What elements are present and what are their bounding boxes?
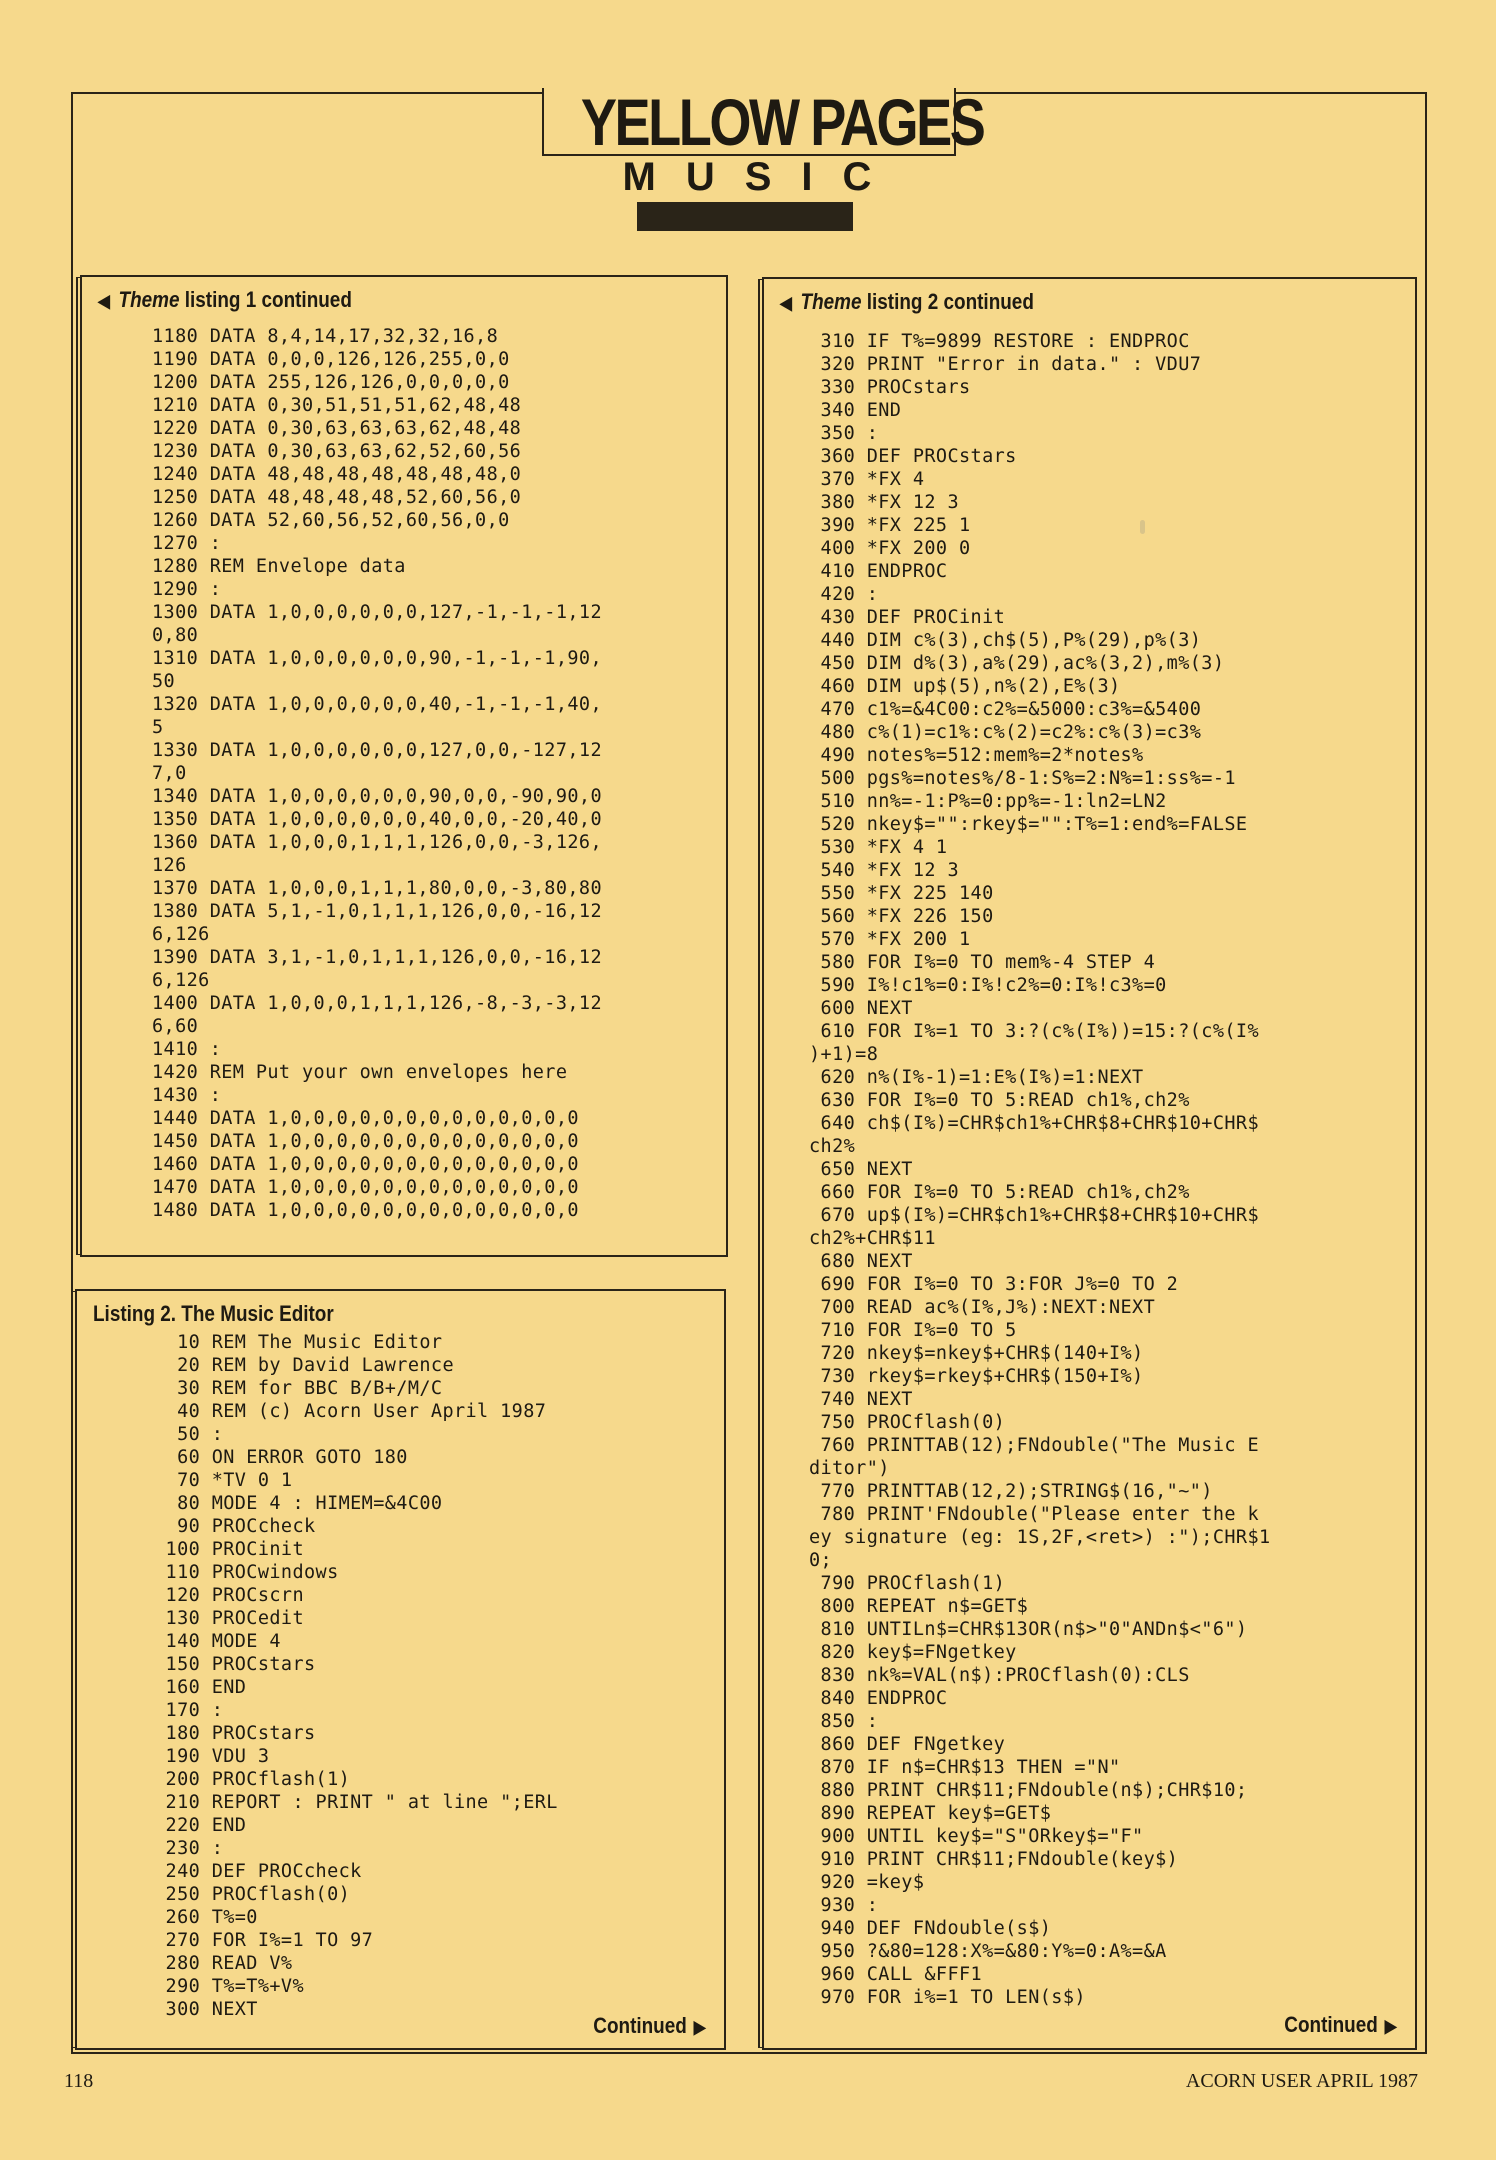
- code-line: 40 REM (c) Acorn User April 1987: [154, 1401, 547, 1422]
- code-line: 940 DEF FNdouble(s$): [809, 1918, 1052, 1939]
- continued-label: [594, 2013, 706, 2039]
- code-line: 340 END: [809, 400, 902, 421]
- code-line: 430 DEF PROCinit: [809, 607, 1006, 628]
- code-line: 1300 DATA 1,0,0,0,0,0,0,127,-1,-1,-1,12: [152, 602, 602, 623]
- code-line: 1210 DATA 0,30,51,51,51,62,48,48: [152, 395, 522, 416]
- code-line: 10 REM The Music Editor: [154, 1332, 443, 1353]
- code-line: 70 *TV 0 1: [154, 1470, 293, 1491]
- theme-listing-2-heading: [780, 289, 1034, 315]
- code-line: 570 *FX 200 1: [809, 929, 971, 950]
- code-line: 820 key$=FNgetkey: [809, 1642, 1017, 1663]
- code-line: ch2%: [809, 1136, 856, 1157]
- code-line: 460 DIM up$(5),n%(2),E%(3): [809, 676, 1121, 697]
- code-line: 230 :: [154, 1838, 224, 1859]
- code-line: 440 DIM c%(3),ch$(5),P%(29),p%(3): [809, 630, 1202, 651]
- code-line: 260 T%=0: [154, 1907, 258, 1928]
- code-line: 30 REM for BBC B/B+/M/C: [154, 1378, 443, 1399]
- code-line: 420 :: [809, 584, 879, 605]
- code-line: 110 PROCwindows: [154, 1562, 339, 1583]
- code-line: 210 REPORT : PRINT " at line ";ERL: [154, 1792, 558, 1813]
- issue-footer: ACORN USER APRIL 1987: [1185, 2070, 1418, 2092]
- code-line: 970 FOR i%=1 TO LEN(s$): [809, 1987, 1086, 2008]
- code-line: 50 :: [154, 1424, 224, 1445]
- code-line: 770 PRINTTAB(12,2);STRING$(16,"~"): [809, 1481, 1213, 1502]
- code-line: 6,126: [152, 970, 210, 991]
- code-line: 240 DEF PROCcheck: [154, 1861, 362, 1882]
- code-line: 1270 :: [152, 533, 222, 554]
- code-line: 0,80: [152, 625, 199, 646]
- code-line: 120 PROCscrn: [154, 1585, 304, 1606]
- code-line: 270 FOR I%=1 TO 97: [154, 1930, 374, 1951]
- masthead-title: YELLOW PAGES: [580, 85, 984, 159]
- theme-listing-1-box: [80, 275, 728, 1257]
- code-line: 1480 DATA 1,0,0,0,0,0,0,0,0,0,0,0,0,0: [152, 1200, 579, 1221]
- code-line: 490 notes%=512:mem%=2*notes%: [809, 745, 1144, 766]
- code-line: 900 UNTIL key$="S"ORkey$="F": [809, 1826, 1144, 1847]
- heading-italic: Theme: [118, 287, 180, 312]
- code-line: 680 NEXT: [809, 1251, 913, 1272]
- code-line: 840 ENDPROC: [809, 1688, 948, 1709]
- code-line: 710 FOR I%=0 TO 5: [809, 1320, 1017, 1341]
- left-triangle-icon: ◀: [98, 291, 110, 311]
- code-line: 20 REM by David Lawrence: [154, 1355, 454, 1376]
- code-line: 700 READ ac%(I%,J%):NEXT:NEXT: [809, 1297, 1156, 1318]
- code-line: 350 :: [809, 423, 879, 444]
- code-line: 190 VDU 3: [154, 1746, 270, 1767]
- code-line: 730 rkey$=rkey$+CHR$(150+I%): [809, 1366, 1144, 1387]
- code-line: 80 MODE 4 : HIMEM=&4C00: [154, 1493, 443, 1514]
- code-line: 1280 REM Envelope data: [152, 556, 406, 577]
- right-triangle-icon: ▶: [694, 2017, 706, 2037]
- code-line: 590 I%!c1%=0:I%!c2%=0:I%!c3%=0: [809, 975, 1167, 996]
- section-title: MUSIC: [622, 155, 902, 199]
- code-line: 180 PROCstars: [154, 1723, 316, 1744]
- code-line: 100 PROCinit: [154, 1539, 304, 1560]
- code-line: 1330 DATA 1,0,0,0,0,0,0,127,0,0,-127,12: [152, 740, 602, 761]
- code-line: 930 :: [809, 1895, 879, 1916]
- code-line: 170 :: [154, 1700, 224, 1721]
- code-line: ditor"): [809, 1458, 890, 1479]
- code-line: 6,126: [152, 924, 210, 945]
- code-line: 510 nn%=-1:P%=0:pp%=-1:ln2=LN2: [809, 791, 1167, 812]
- continued-label: [1285, 2012, 1397, 2038]
- code-line: 870 IF n$=CHR$13 THEN ="N": [809, 1757, 1121, 1778]
- code-line: 300 NEXT: [154, 1999, 258, 2020]
- listing-2-code: [154, 1331, 558, 2021]
- code-line: 390 *FX 225 1: [809, 515, 971, 536]
- listing-2-box: [75, 1289, 726, 2050]
- code-line: 810 UNTILn$=CHR$13OR(n$>"0"ANDn$<"6"): [809, 1619, 1248, 1640]
- code-line: 1450 DATA 1,0,0,0,0,0,0,0,0,0,0,0,0,0: [152, 1131, 579, 1152]
- code-line: 540 *FX 12 3: [809, 860, 959, 881]
- code-line: 1190 DATA 0,0,0,126,126,255,0,0: [152, 349, 510, 370]
- code-line: 1420 REM Put your own envelopes here: [152, 1062, 568, 1083]
- code-line: 280 READ V%: [154, 1953, 293, 1974]
- code-line: 690 FOR I%=0 TO 3:FOR J%=0 TO 2: [809, 1274, 1179, 1295]
- code-line: 400 *FX 200 0: [809, 538, 971, 559]
- code-line: 6,60: [152, 1016, 199, 1037]
- code-line: 220 END: [154, 1815, 247, 1836]
- code-line: 1430 :: [152, 1085, 222, 1106]
- code-line: 450 DIM d%(3),a%(29),ac%(3,2),m%(3): [809, 653, 1225, 674]
- code-line: 630 FOR I%=0 TO 5:READ ch1%,ch2%: [809, 1090, 1190, 1111]
- code-line: 1230 DATA 0,30,63,63,62,52,60,56: [152, 441, 522, 462]
- code-line: 470 c1%=&4C00:c2%=&5000:c3%=&5400: [809, 699, 1202, 720]
- code-line: 410 ENDPROC: [809, 561, 948, 582]
- theme-listing-2-code: [809, 330, 1271, 2009]
- right-triangle-icon: ▶: [1385, 2016, 1397, 2036]
- code-line: 550 *FX 225 140: [809, 883, 994, 904]
- code-line: 140 MODE 4: [154, 1631, 281, 1652]
- code-line: 370 *FX 4: [809, 469, 925, 490]
- code-line: 1260 DATA 52,60,56,52,60,56,0,0: [152, 510, 510, 531]
- page-number: 118: [64, 2070, 94, 2092]
- left-triangle-icon: ◀: [780, 293, 792, 313]
- code-line: 290 T%=T%+V%: [154, 1976, 304, 1997]
- theme-listing-2-box: [762, 277, 1417, 2050]
- code-line: 1240 DATA 48,48,48,48,48,48,48,0: [152, 464, 522, 485]
- code-line: 130 PROCedit: [154, 1608, 304, 1629]
- code-line: 1380 DATA 5,1,-1,0,1,1,1,126,0,0,-16,12: [152, 901, 602, 922]
- code-line: 7,0: [152, 763, 187, 784]
- code-line: 520 nkey$="":rkey$="":T%=1:end%=FALSE: [809, 814, 1248, 835]
- code-line: 1470 DATA 1,0,0,0,0,0,0,0,0,0,0,0,0,0: [152, 1177, 579, 1198]
- code-line: 910 PRINT CHR$11;FNdouble(key$): [809, 1849, 1179, 1870]
- code-line: 320 PRINT "Error in data." : VDU7: [809, 354, 1202, 375]
- code-line: 580 FOR I%=0 TO mem%-4 STEP 4: [809, 952, 1156, 973]
- code-line: 1350 DATA 1,0,0,0,0,0,0,40,0,0,-20,40,0: [152, 809, 602, 830]
- code-line: 1320 DATA 1,0,0,0,0,0,0,40,-1,-1,-1,40,: [152, 694, 602, 715]
- heading-rest: listing 1 continued: [179, 287, 352, 312]
- code-line: 1180 DATA 8,4,14,17,32,32,16,8: [152, 326, 499, 347]
- theme-listing-1-heading: [98, 287, 352, 313]
- code-line: 850 :: [809, 1711, 879, 1732]
- code-line: 1390 DATA 3,1,-1,0,1,1,1,126,0,0,-16,12: [152, 947, 602, 968]
- code-line: 330 PROCstars: [809, 377, 971, 398]
- code-line: ey signature (eg: 1S,2F,<ret>) :");CHR$1: [809, 1527, 1271, 1548]
- paper-mark: [1140, 520, 1145, 534]
- code-line: 60 ON ERROR GOTO 180: [154, 1447, 408, 1468]
- code-line: 610 FOR I%=1 TO 3:?(c%(I%))=15:?(c%(I%: [809, 1021, 1259, 1042]
- code-line: 890 REPEAT key$=GET$: [809, 1803, 1052, 1824]
- code-line: )+1)=8: [809, 1044, 879, 1065]
- theme-listing-1-code: [152, 325, 602, 1222]
- code-line: 750 PROCflash(0): [809, 1412, 1006, 1433]
- code-line: 1440 DATA 1,0,0,0,0,0,0,0,0,0,0,0,0,0: [152, 1108, 579, 1129]
- code-line: 0;: [809, 1550, 833, 1571]
- listing-2-heading: Listing 2. The Music Editor: [93, 1301, 334, 1326]
- code-line: 920 =key$: [809, 1872, 925, 1893]
- continued-text: Continued: [1284, 2012, 1379, 2037]
- code-line: 50: [152, 671, 176, 692]
- code-line: 530 *FX 4 1: [809, 837, 948, 858]
- code-line: 1460 DATA 1,0,0,0,0,0,0,0,0,0,0,0,0,0: [152, 1154, 579, 1175]
- masthead: [542, 85, 984, 159]
- code-line: 660 FOR I%=0 TO 5:READ ch1%,ch2%: [809, 1182, 1190, 1203]
- code-line: ch2%+CHR$11: [809, 1228, 936, 1249]
- code-line: 310 IF T%=9899 RESTORE : ENDPROC: [809, 331, 1190, 352]
- heading-italic: Theme: [800, 289, 862, 314]
- code-line: 640 ch$(I%)=CHR$ch1%+CHR$8+CHR$10+CHR$: [809, 1113, 1259, 1134]
- code-line: 800 REPEAT n$=GET$: [809, 1596, 1029, 1617]
- code-line: 620 n%(I%-1)=1:E%(I%)=1:NEXT: [809, 1067, 1144, 1088]
- continued-text: Continued: [593, 2013, 688, 2038]
- code-line: 1400 DATA 1,0,0,0,1,1,1,126,-8,-3,-3,12: [152, 993, 602, 1014]
- code-line: 480 c%(1)=c1%:c%(2)=c2%:c%(3)=c3%: [809, 722, 1202, 743]
- code-line: 670 up$(I%)=CHR$ch1%+CHR$8+CHR$10+CHR$: [809, 1205, 1259, 1226]
- code-line: 1290 :: [152, 579, 222, 600]
- code-line: 1360 DATA 1,0,0,0,1,1,1,126,0,0,-3,126,: [152, 832, 602, 853]
- section-bar: [637, 202, 853, 231]
- code-line: 250 PROCflash(0): [154, 1884, 351, 1905]
- code-line: 1250 DATA 48,48,48,48,52,60,56,0: [152, 487, 522, 508]
- code-line: 880 PRINT CHR$11;FNdouble(n$);CHR$10;: [809, 1780, 1248, 1801]
- code-line: 360 DEF PROCstars: [809, 446, 1017, 467]
- code-line: 720 nkey$=nkey$+CHR$(140+I%): [809, 1343, 1144, 1364]
- code-line: 1410 :: [152, 1039, 222, 1060]
- code-line: 650 NEXT: [809, 1159, 913, 1180]
- code-line: 740 NEXT: [809, 1389, 913, 1410]
- code-line: 600 NEXT: [809, 998, 913, 1019]
- code-line: 150 PROCstars: [154, 1654, 316, 1675]
- code-line: 780 PRINT'FNdouble("Please enter the k: [809, 1504, 1259, 1525]
- code-line: 200 PROCflash(1): [154, 1769, 351, 1790]
- code-line: 1310 DATA 1,0,0,0,0,0,0,90,-1,-1,-1,90,: [152, 648, 602, 669]
- code-line: 90 PROCcheck: [154, 1516, 316, 1537]
- code-line: 500 pgs%=notes%/8-1:S%=2:N%=1:ss%=-1: [809, 768, 1236, 789]
- code-line: 380 *FX 12 3: [809, 492, 959, 513]
- code-line: 950 ?&80=128:X%=&80:Y%=0:A%=&A: [809, 1941, 1167, 1962]
- code-line: 1340 DATA 1,0,0,0,0,0,0,90,0,0,-90,90,0: [152, 786, 602, 807]
- code-line: 790 PROCflash(1): [809, 1573, 1006, 1594]
- code-line: 1370 DATA 1,0,0,0,1,1,1,80,0,0,-3,80,80: [152, 878, 602, 899]
- code-line: 560 *FX 226 150: [809, 906, 994, 927]
- code-line: 830 nk%=VAL(n$):PROCflash(0):CLS: [809, 1665, 1190, 1686]
- code-line: 126: [152, 855, 187, 876]
- code-line: 960 CALL &FFF1: [809, 1964, 983, 1985]
- code-line: 1220 DATA 0,30,63,63,63,62,48,48: [152, 418, 522, 439]
- code-line: 160 END: [154, 1677, 247, 1698]
- code-line: 1200 DATA 255,126,126,0,0,0,0,0: [152, 372, 510, 393]
- code-line: 5: [152, 717, 164, 738]
- code-line: 760 PRINTTAB(12);FNdouble("The Music E: [809, 1435, 1259, 1456]
- heading-rest: listing 2 continued: [861, 289, 1034, 314]
- code-line: 860 DEF FNgetkey: [809, 1734, 1006, 1755]
